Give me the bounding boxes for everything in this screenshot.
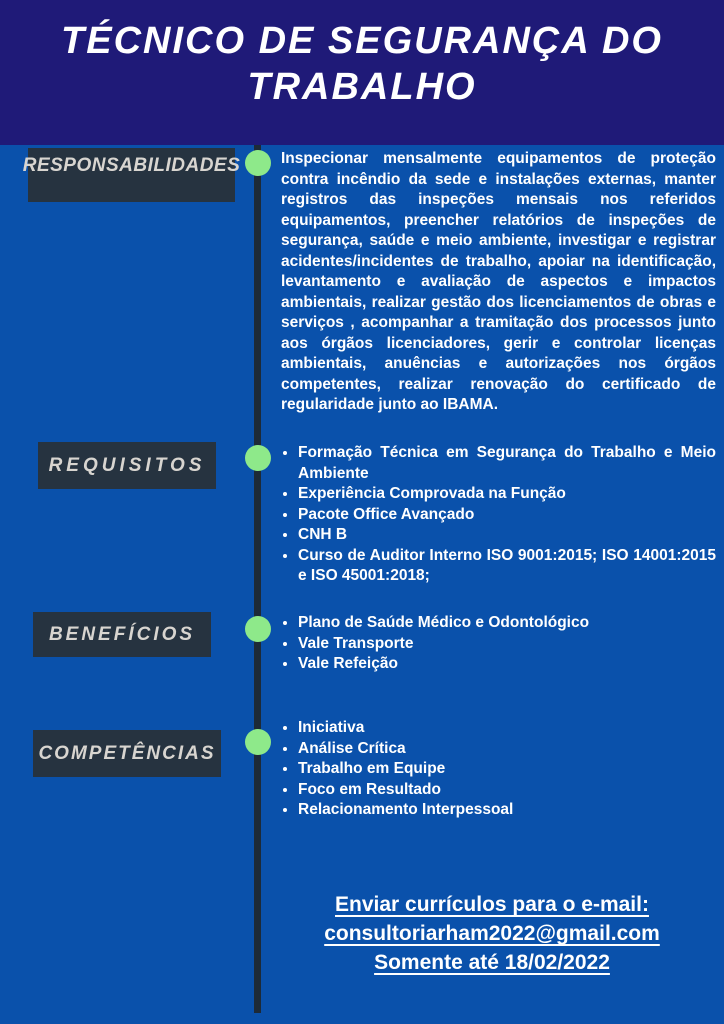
section-label-text: COMPETÊNCIAS: [38, 742, 216, 764]
section-label-beneficios: [33, 612, 211, 657]
list-item: • CNH B: [298, 525, 716, 546]
list-item: • Experiência Comprovada na Função: [298, 484, 716, 505]
section-marker-responsabilidades: [245, 150, 271, 176]
section-marker-requisitos: [245, 445, 271, 471]
contact-email: [260, 919, 724, 948]
contact-deadline-text: Somente até 18/02/2022: [374, 951, 610, 974]
contact-instruction-text: Enviar currículos para o e-mail:: [335, 893, 649, 916]
poster-title-line1: TÉCNICO DE SEGURANÇA DO: [61, 19, 663, 62]
competencias-list: [281, 718, 716, 821]
requisitos-list: [281, 443, 716, 587]
contact-instruction: [260, 890, 724, 919]
contact-email-text: consultoriarham2022@gmail.com: [324, 922, 660, 945]
vertical-divider-line: [254, 145, 261, 1013]
list-item: • Análise Crítica: [298, 739, 716, 760]
responsabilidades-paragraph: Inspecionar mensalmente equipamentos de proteção contra incêndio da sede e instalações externas, manter registros das inspeções mensais nos referidos equipamentos, preencher relatórios de inspeções de segurança, saúde e meio ambiente, investigar e registrar acidentes/incidentes de trabalho, apoiar na identificação, levantamento e avaliação de aspectos e impactos ambientais, realizar gestão dos licenciamentos de obras e serviços , acompanhar a tramitação dos processos junto aos órgãos licenciadores, gerir e controlar licenças ambientais, anuências e autorizações nos órgãos competentes, realizar renovação do certificado de regularidade junto ao IBAMA.: [281, 150, 716, 413]
list-item: • Vale Refeição: [298, 654, 716, 675]
section-marker-beneficios: [245, 616, 271, 642]
list-item: • Curso de Auditor Interno ISO 9001:2015; ISO 14001:2015 e ISO 45001:2018;: [298, 546, 716, 587]
section-label-competencias: [33, 730, 221, 777]
contact-block: [260, 890, 724, 977]
list-item: • Foco em Resultado: [298, 780, 716, 801]
section-marker-competencias: [245, 729, 271, 755]
section-label-text: RESPONSABILIDADES: [22, 155, 241, 176]
section-label-text: REQUISITOS: [48, 454, 206, 476]
list-item: • Pacote Office Avançado: [298, 505, 716, 526]
section-label-responsabilidades: [22, 148, 241, 202]
poster-header: [0, 0, 724, 145]
beneficios-list: [281, 613, 716, 675]
section-label-text: BENEFÍCIOS: [48, 623, 196, 645]
list-item: • Plano de Saúde Médico e Odontológico: [298, 613, 716, 634]
list-item: • Relacionamento Interpessoal: [298, 800, 716, 821]
section-label-requisitos: [38, 442, 216, 489]
poster-title-line2: TRABALHO: [247, 65, 477, 108]
contact-deadline: [260, 948, 724, 977]
list-item: • Formação Técnica em Segurança do Trabalho e Meio Ambiente: [298, 443, 716, 484]
list-item: • Iniciativa: [298, 718, 716, 739]
list-item: • Vale Transporte: [298, 634, 716, 655]
list-item: • Trabalho em Equipe: [298, 759, 716, 780]
